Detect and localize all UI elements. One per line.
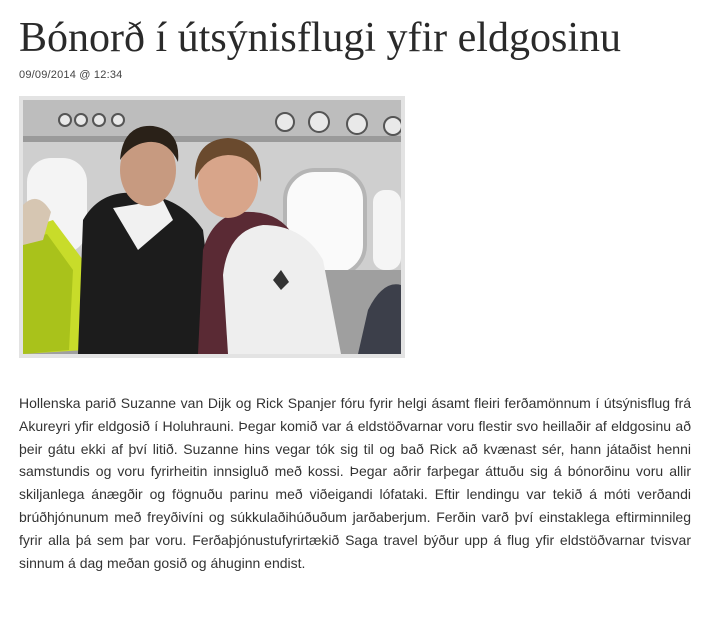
article-body: Hollenska parið Suzanne van Dijk og Rick Spanjer fóru fyrir helgi ásamt fleiri ferðamönnum í útsýnisflug frá Akureyri yfir eldgosið í Holuhrauni. Þegar komið var á eldstöðvarnar voru flestir svo heillaðir af eldgosinu að þeir gátu ekki af því litið. Suzanne hins vegar tók sig til og bað Rick að kvænast sér, hann játaðist henni samstundis og voru fyrirheitin innsigluð með kossi. Þegar aðrir farþegar áttuðu sig á bónorðinu voru allir skiljanlega ánægðir og fögnuðu parinu með viðeigandi lófataki. Eftir lendingu var tekið á móti verðandi brúðhjónunum með freyðivíni og súkkulaðihúðuðum jarðaberjum. Ferðin varð því einstaklega eftirminnileg fyrir alla þá sem þar voru. Ferðaþjónustufyrirtækið Saga travel býður upp á flug yfir eldstöðvarnar tvisvar sinnum á dag meðan gosið og áhuginn endist. (19, 395, 691, 571)
article-photo (19, 96, 405, 358)
article-timestamp: 09/09/2014 @ 12:34 (19, 69, 123, 81)
article-title: Bónorð í útsýnisflugi yfir eldgosinu (19, 15, 621, 61)
